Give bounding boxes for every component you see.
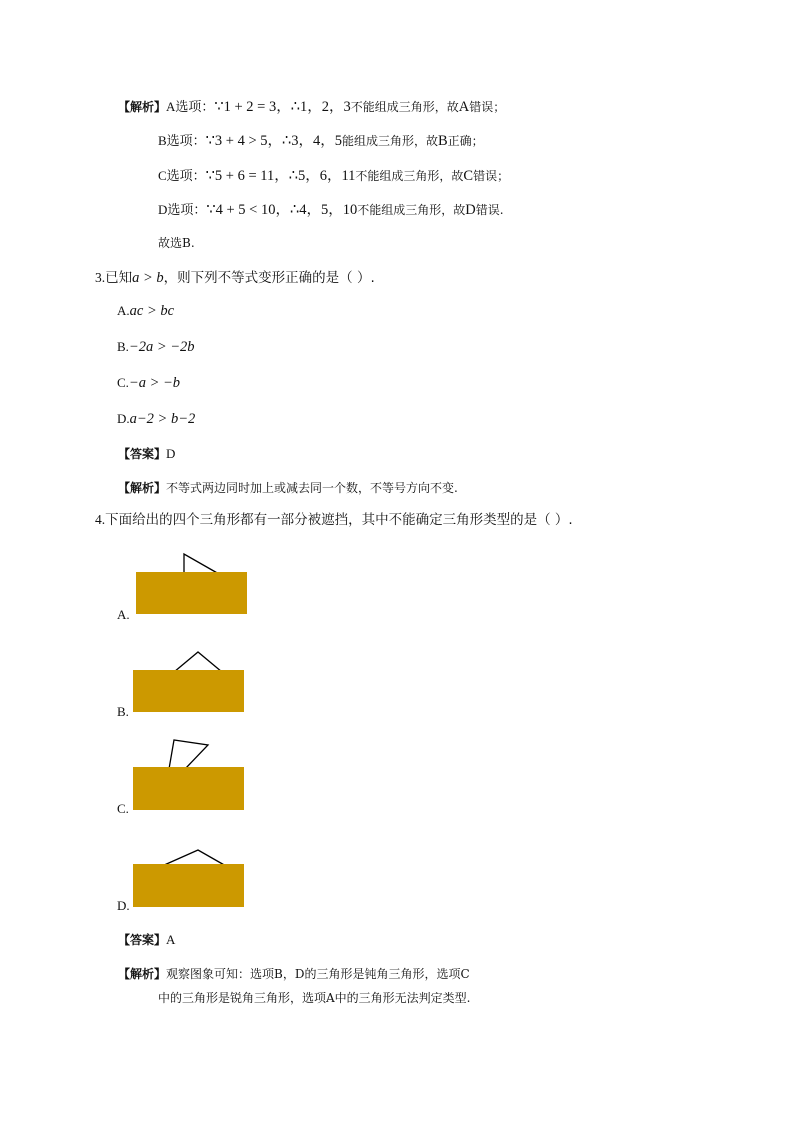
triangle-edge: [162, 850, 226, 866]
analysis-tag: 【解析】: [118, 100, 167, 114]
q2-analysis-line-c: [158, 167, 509, 185]
q3-answer: [118, 445, 175, 463]
analysis-text: 不能组成三角形，故: [357, 203, 466, 217]
math-expression: ∵4 + 5 < 10，∴4，5，10: [206, 202, 358, 218]
figure-a-right-triangle: [133, 548, 251, 618]
q3-stem: [95, 269, 375, 287]
option-label: C.: [117, 375, 129, 390]
q2-analysis-line-a: [118, 98, 505, 116]
analysis-tail: 错误；: [469, 100, 506, 114]
figure-a-label: A.: [117, 607, 130, 622]
triangle-edge: [184, 554, 219, 574]
analysis-tag: 【解析】: [118, 481, 167, 495]
q3-option-d: [117, 410, 195, 429]
triangle-edge: [174, 652, 222, 672]
option-letter: C: [463, 168, 474, 184]
q4-answer: [118, 931, 175, 949]
analysis-text: 不能组成三角形，故: [350, 100, 459, 114]
stem-text: 下面给出的四个三角形都有一部分被遮挡，其中不能确定三角形类型的是（ ）.: [105, 512, 573, 528]
analysis-text: 能组成三角形，故: [341, 134, 438, 148]
analysis-text: 不等式两边同时加上或减去同一个数，不等号方向不变.: [166, 481, 458, 495]
figure-c-acute-triangle: [130, 735, 248, 813]
stem-post: ，则下列不等式变形正确的是（ ）.: [163, 270, 375, 286]
q4-stem: [95, 511, 573, 529]
option-label: D.: [117, 411, 130, 426]
option-math: a−2 > b−2: [129, 411, 196, 427]
option-label: A选项：: [166, 99, 215, 114]
analysis-tail: 错误.: [475, 203, 504, 217]
option-letter: A: [458, 99, 470, 115]
option-label: B.: [117, 339, 129, 354]
stem-math: a > b: [132, 270, 164, 286]
analysis-tail: 正确；: [447, 134, 484, 148]
option-label: B选项：: [158, 133, 206, 148]
answer-tag: 【答案】: [118, 447, 167, 461]
cover-rectangle: [133, 767, 244, 810]
analysis-tag: 【解析】: [118, 967, 167, 981]
q3-option-b: [117, 338, 195, 357]
answer-value: A: [166, 932, 176, 947]
q4-analysis-line-1: [118, 965, 470, 983]
option-label: D选项：: [158, 202, 207, 217]
option-math: ac > bc: [129, 303, 175, 319]
analysis-text: 观察图象可知：选项B，D的三角形是钝角三角形，选项C: [166, 967, 470, 981]
option-label: C选项：: [158, 168, 206, 183]
analysis-text: 不能组成三角形，故: [355, 169, 464, 183]
analysis-tail: 错误；: [473, 169, 510, 183]
q3-option-c: [117, 374, 180, 393]
math-expression: ∵5 + 6 = 11，∴5，6，11: [205, 168, 356, 184]
cover-rectangle: [136, 572, 247, 614]
option-letter: D: [465, 202, 476, 218]
triangle-edge: [169, 740, 208, 769]
math-expression: ∵3 + 4 > 5，∴3，4，5: [205, 133, 342, 149]
option-math: −2a > −2b: [128, 339, 195, 355]
figure-c-label: C.: [117, 801, 129, 816]
figure-d-label: D.: [117, 898, 130, 913]
question-number: 4.: [95, 512, 106, 527]
figure-b-label: B.: [117, 704, 129, 719]
option-math: −a > −b: [128, 375, 181, 391]
option-letter: B: [438, 133, 448, 149]
q4-analysis-line-2: 中的三角形是锐角三角形，选项A中的三角形无法判定类型.: [158, 991, 471, 1005]
stem-pre: 已知: [105, 270, 133, 286]
answer-tag: 【答案】: [118, 933, 167, 947]
question-number: 3.: [95, 270, 106, 285]
q2-conclusion: 故选B.: [158, 236, 195, 250]
answer-value: D: [166, 446, 176, 461]
q2-analysis-line-b: [158, 132, 484, 150]
cover-rectangle: [133, 670, 244, 712]
math-expression: ∵1 + 2 = 3，∴1，2，3: [214, 99, 351, 115]
q3-option-a: [117, 302, 174, 321]
q3-analysis: [118, 479, 458, 497]
cover-rectangle: [133, 864, 244, 907]
figure-d-obtuse-triangle: [130, 845, 248, 910]
option-label: A.: [117, 303, 130, 318]
q2-analysis-line-d: [158, 201, 504, 219]
figure-b-obtuse-triangle: [130, 647, 248, 715]
